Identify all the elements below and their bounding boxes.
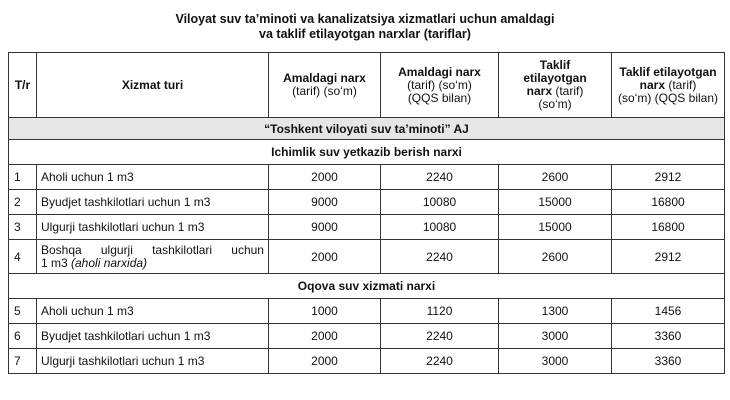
service-name: Byudjet tashkilotlari uchun 1 m3 xyxy=(37,190,269,215)
group-title-drinking-water: Ichimlik suv yetkazib berish narxi xyxy=(9,140,725,165)
group-header-row xyxy=(9,274,725,299)
table-header-row xyxy=(9,53,725,118)
header-tr: T/r xyxy=(9,53,37,118)
current-price: 2000 xyxy=(269,349,381,374)
current-price: 9000 xyxy=(269,215,381,240)
service-name: Byudjet tashkilotlari uchun 1 m3 xyxy=(37,324,269,349)
header-current-price-vat: Amaldagi narx (tarif) (so‘m) (QQS bilan) xyxy=(381,53,499,118)
table-row xyxy=(9,299,725,324)
group-header-row xyxy=(9,140,725,165)
current-price: 2000 xyxy=(269,240,381,274)
header-service: Xizmat turi xyxy=(37,53,269,118)
row-number: 5 xyxy=(9,299,37,324)
table-row xyxy=(9,349,725,374)
current-price-vat: 2240 xyxy=(381,240,499,274)
table-row xyxy=(9,165,725,190)
row-number: 2 xyxy=(9,190,37,215)
service-name: Ulgurji tashkilotlari uchun 1 m3 xyxy=(37,215,269,240)
organization-section-row xyxy=(9,118,725,140)
title-line-2: va taklif etilayotgan narxlar (tariflar) xyxy=(259,27,471,41)
service-name-line-1: Boshqa ulgurji tashkilotlari uchun xyxy=(41,242,264,257)
current-price-vat: 10080 xyxy=(381,215,499,240)
proposed-price: 3000 xyxy=(499,324,612,349)
proposed-price: 1300 xyxy=(499,299,612,324)
current-price-vat: 2240 xyxy=(381,349,499,374)
row-number: 4 xyxy=(9,240,37,274)
proposed-price: 15000 xyxy=(499,190,612,215)
current-price: 1000 xyxy=(269,299,381,324)
proposed-price: 3000 xyxy=(499,349,612,374)
header-proposed-price-vat: Taklif etilayotgan narx (tarif) (so‘m) (QQS bilan) xyxy=(612,53,725,118)
current-price: 2000 xyxy=(269,165,381,190)
service-name-line-2: 1 m3 (aholi narxida) xyxy=(41,255,148,270)
current-price-vat: 10080 xyxy=(381,190,499,215)
row-number: 3 xyxy=(9,215,37,240)
table-row xyxy=(9,240,725,274)
current-price: 2000 xyxy=(269,324,381,349)
current-price-vat: 2240 xyxy=(381,324,499,349)
table-row xyxy=(9,324,725,349)
proposed-price-vat: 3360 xyxy=(612,349,725,374)
proposed-price-vat: 3360 xyxy=(612,324,725,349)
proposed-price-vat: 16800 xyxy=(612,190,725,215)
table-row xyxy=(9,215,725,240)
current-price-vat: 1120 xyxy=(381,299,499,324)
row-number: 6 xyxy=(9,324,37,349)
row-number: 7 xyxy=(9,349,37,374)
service-name: Aholi uchun 1 m3 xyxy=(37,299,269,324)
proposed-price-vat: 16800 xyxy=(612,215,725,240)
proposed-price-vat: 2912 xyxy=(612,165,725,190)
service-name xyxy=(37,240,269,274)
group-title-wastewater: Oqova suv xizmati narxi xyxy=(9,274,725,299)
row-number: 1 xyxy=(9,165,37,190)
proposed-price: 15000 xyxy=(499,215,612,240)
header-proposed-price: Taklif etilayotgan narx (tarif) (so‘m) xyxy=(499,53,612,118)
organization-name: “Toshkent viloyati suv ta’minoti” AJ xyxy=(9,118,725,140)
header-current-price: Amaldagi narx (tarif) (so‘m) xyxy=(269,53,381,118)
title-line-1: Viloyat suv ta’minoti va kanalizatsiya xizmatlari uchun amaldagi xyxy=(175,12,555,26)
service-name: Ulgurji tashkilotlari uchun 1 m3 xyxy=(37,349,269,374)
proposed-price: 2600 xyxy=(499,165,612,190)
current-price: 9000 xyxy=(269,190,381,215)
service-name: Aholi uchun 1 m3 xyxy=(37,165,269,190)
table-row xyxy=(9,190,725,215)
proposed-price-vat: 2912 xyxy=(612,240,725,274)
proposed-price: 2600 xyxy=(499,240,612,274)
current-price-vat: 2240 xyxy=(381,165,499,190)
tariff-table xyxy=(8,52,725,374)
proposed-price-vat: 1456 xyxy=(612,299,725,324)
document-title xyxy=(0,12,730,42)
